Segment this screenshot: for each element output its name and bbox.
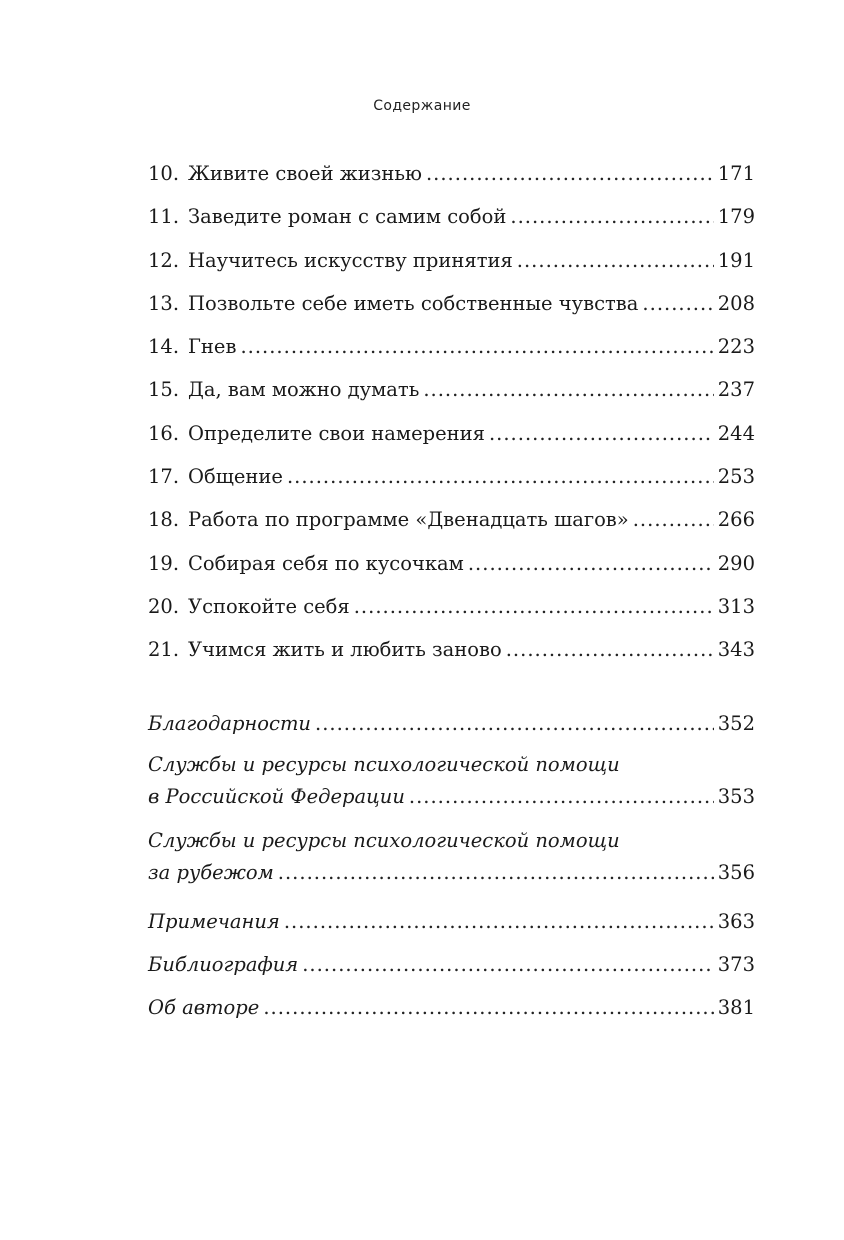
dot-leader [284,900,714,943]
chapter-number: 18. [148,508,180,532]
chapter-title: Гнев [188,335,237,359]
toc-entry[interactable] [148,325,755,368]
toc-entry[interactable] [148,455,755,498]
chapter-title: Живите своей жизнью [188,162,422,185]
dot-leader [642,282,713,325]
page-number: 237 [717,378,755,402]
dot-leader [489,412,714,455]
chapter-number: 11. [148,205,180,229]
chapter-title: Определите свои намерения [188,421,485,445]
toc-entry[interactable] [148,368,755,411]
chapter-number: 10. [148,162,180,185]
page-number: 373 [717,953,755,977]
page-number: 381 [717,996,755,1020]
chapter-number: 16. [148,421,180,445]
dot-leader [240,325,713,368]
chapter-number: 12. [148,248,180,272]
toc-entry-acknowledgements[interactable] [148,702,755,745]
page-number: 244 [717,421,755,445]
section-title: Благодарности [148,712,311,735]
page-number: 356 [717,860,755,884]
toc-entry[interactable] [148,195,755,238]
page-number: 179 [717,205,755,229]
chapter-number: 15. [148,378,180,402]
toc-entry-bibliography[interactable] [148,943,755,986]
page-number: 313 [717,594,755,618]
page-number: 290 [717,551,755,575]
page-number: 266 [717,508,755,532]
dot-leader [278,857,714,889]
toc-entry-about-author[interactable] [148,986,755,1029]
dot-leader [287,455,714,498]
dot-leader [517,239,714,282]
dot-leader [423,368,713,411]
toc-entry[interactable] [148,585,755,628]
page-number: 171 [717,162,755,185]
page-number: 253 [717,465,755,489]
dot-leader [302,943,714,986]
chapter-title: Общение [188,465,283,489]
chapter-title: Работа по программе «Двенадцать шагов» [188,508,629,532]
chapter-title: Учимся жить и любить заново [188,638,502,662]
chapter-title: Научитесь искусству принятия [188,248,513,272]
page-number: 343 [717,638,755,662]
chapter-title: Собирая себя по кусочкам [188,551,464,575]
chapter-number: 21. [148,638,180,662]
dot-leader [315,702,714,745]
chapter-number: 17. [148,465,180,489]
toc-entry-notes[interactable] [148,900,755,943]
toc-entry[interactable] [148,152,755,195]
chapter-number: 20. [148,594,180,618]
toc-entry[interactable] [148,628,755,671]
section-title: за рубежом [148,860,274,884]
section-title-line1: Службы и ресурсы психологической помощи [148,828,620,852]
dot-leader [354,585,714,628]
dot-leader [468,542,714,585]
toc-entry-resources-russia[interactable] [148,749,755,824]
dot-leader [506,628,714,671]
toc-entry[interactable] [148,498,755,541]
chapter-number: 19. [148,551,180,575]
page-number: 363 [717,909,755,933]
toc-entry[interactable] [148,542,755,585]
chapter-title: Позвольте себе иметь собственные чувства [188,291,639,315]
toc-entry[interactable] [148,412,755,455]
section-title: Библиография [148,953,299,977]
dot-leader [510,195,713,238]
dot-leader [409,781,714,813]
page-number: 352 [717,712,755,735]
toc-chapter-list [148,152,755,672]
page-number: 191 [717,248,755,272]
chapter-title: Заведите роман с самим собой [188,205,507,229]
running-head: Содержание [373,98,471,114]
dot-leader [263,986,713,1029]
chapter-number: 14. [148,335,180,359]
page-number: 208 [717,291,755,315]
toc-back-matter-list [148,702,755,1030]
page-number: 353 [717,785,755,809]
section-title: Об авторе [148,996,260,1020]
toc-entry[interactable] [148,239,755,282]
dot-leader [633,498,714,541]
section-title-line1: Службы и ресурсы психологической помощи [148,753,620,777]
toc-entry-resources-abroad[interactable] [148,825,755,900]
section-title: Примечания [148,909,280,933]
section-title: в Российской Федерации [148,785,405,809]
chapter-number: 13. [148,291,180,315]
dot-leader [426,152,714,195]
toc-entry[interactable] [148,282,755,325]
chapter-title: Да, вам можно думать [188,378,420,402]
chapter-title: Успокойте себя [188,594,350,618]
page-number: 223 [717,335,755,359]
